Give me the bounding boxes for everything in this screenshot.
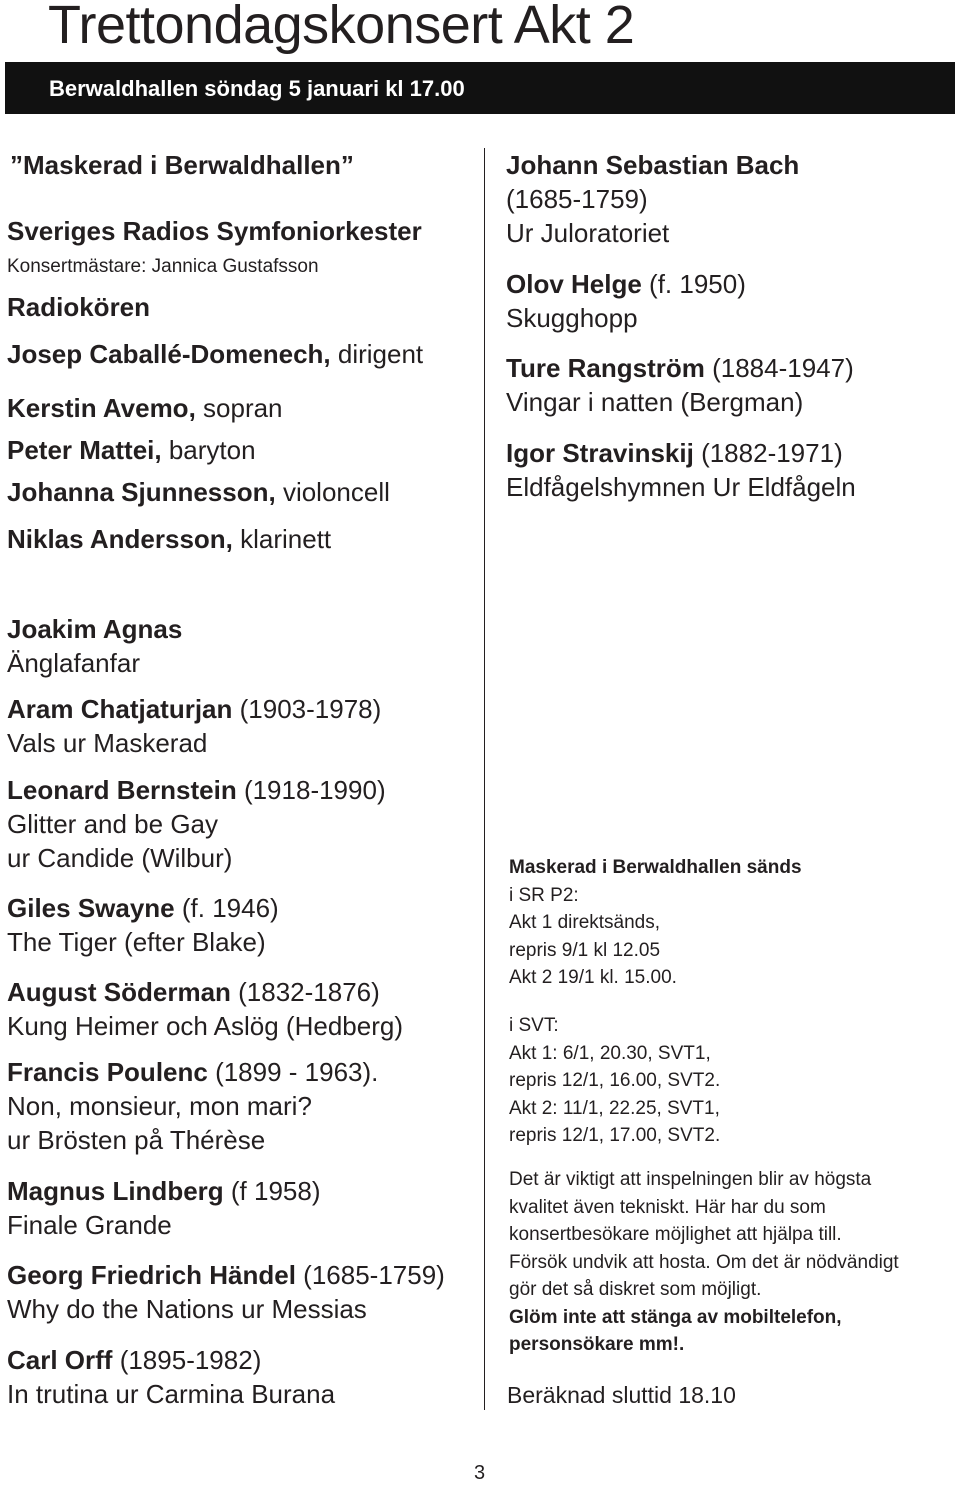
program-entry: [7, 773, 386, 875]
work-line: Vingar i natten (Bergman): [506, 387, 804, 417]
broadcast-line: repris 12/1, 16.00, SVT2.: [509, 1070, 721, 1091]
notice-bold-line: Glöm inte att stänga av mobiltelefon,: [509, 1306, 842, 1328]
composer-name: Magnus Lindberg: [7, 1176, 224, 1206]
performer-row: [7, 522, 331, 556]
notice-line: Försök undvik att hosta. Om det är nödvändigt: [509, 1251, 899, 1273]
broadcast-line: repris 12/1, 17.00, SVT2.: [509, 1125, 721, 1146]
performer-role: dirigent: [330, 339, 424, 369]
work-line: Vals ur Maskerad: [7, 728, 208, 758]
composer-name: Georg Friedrich Händel: [7, 1260, 296, 1290]
composer-name: Aram Chatjaturjan: [7, 694, 233, 724]
work-line: Non, monsieur, mon mari?: [7, 1091, 312, 1121]
work-line: Kung Heimer och Aslög (Hedberg): [7, 1011, 403, 1041]
program-entry: [506, 148, 799, 250]
work-line: Glitter and be Gay: [7, 809, 218, 839]
notice-line: gör det så diskret som möjligt.: [509, 1279, 762, 1300]
program-entry: [506, 351, 854, 419]
broadcast-line: Akt 1: 6/1, 20.30, SVT1,: [509, 1042, 711, 1064]
program-entry: [7, 1343, 335, 1411]
work-line: (1685-1759): [506, 184, 648, 214]
composer-dates: (1685-1759): [295, 1260, 445, 1290]
work-line: Skugghopp: [506, 303, 638, 333]
program-entry: [7, 1258, 445, 1326]
program-entry: [7, 1174, 321, 1242]
program-entry: [506, 267, 746, 335]
work-line: In trutina ur Carmina Burana: [7, 1379, 336, 1409]
program-entry: [7, 975, 403, 1043]
composer-name: Igor Stravinskij: [506, 438, 694, 468]
broadcast-line: Akt 1 direktsänds,: [509, 912, 661, 933]
column-divider: [484, 148, 485, 1410]
end-time: Beräknad sluttid 18.10: [507, 1382, 736, 1408]
composer-name: Ture Rangström: [506, 353, 705, 383]
concert-heading: ”Maskerad i Berwaldhallen”: [10, 150, 354, 180]
broadcast-line: Akt 2: 11/1, 22.25, SVT1,: [509, 1097, 720, 1119]
program-entry: [7, 612, 182, 680]
notice-bold-line: personsökare mm!.: [509, 1334, 685, 1355]
orchestra-name: Sveriges Radios Symfoniorkester: [7, 216, 422, 246]
choir-name: Radiokören: [7, 292, 151, 322]
work-line: Ur Juloratoriet: [506, 218, 670, 248]
banner-text: Berwaldhallen söndag 5 januari kl 17.00: [49, 76, 465, 101]
performer-role: sopran: [195, 393, 283, 423]
performer-name: Josep Caballé-Domenech,: [7, 339, 331, 369]
notice-line: Det är viktigt att inspelningen blir av högsta: [509, 1169, 872, 1190]
broadcast-heading: Maskerad i Berwaldhallen sänds: [509, 857, 802, 878]
broadcast-line: repris 9/1 kl 12.05: [509, 939, 661, 961]
composer-name: Joakim Agnas: [7, 614, 183, 644]
performer-role: klarinett: [232, 524, 332, 554]
performer-row: [7, 433, 256, 467]
page-title: Trettondagskonsert Akt 2: [48, 0, 635, 55]
composer-name: Leonard Bernstein: [7, 775, 237, 805]
composer-name: Carl Orff: [7, 1345, 113, 1375]
composer-name: August Söderman: [7, 977, 231, 1007]
composer-dates: (1918-1990): [236, 775, 386, 805]
work-line: Änglafanfar: [7, 648, 140, 678]
performer-name: Niklas Andersson,: [7, 524, 233, 554]
svt-info: [509, 1012, 720, 1150]
performer-row: [7, 391, 283, 425]
performer-role: violoncell: [275, 477, 390, 507]
work-line: Eldfågelshymnen Ur Eldfågeln: [506, 472, 856, 502]
program-entry: [506, 436, 856, 504]
composer-dates: (1832-1876): [230, 977, 380, 1007]
page-number: 3: [474, 1462, 486, 1484]
composer-name: Francis Poulenc: [7, 1057, 208, 1087]
composer-name: Giles Swayne: [7, 893, 175, 923]
composer-dates: (1895-1982): [112, 1345, 262, 1375]
work-line: Why do the Nations ur Messias: [7, 1294, 367, 1324]
program-entry: [7, 692, 381, 760]
date-banner: [5, 62, 955, 114]
broadcast-line: i SR P2:: [509, 884, 579, 906]
performer-row: [7, 475, 390, 509]
program-entry: [7, 1055, 378, 1157]
work-line: The Tiger (efter Blake): [7, 927, 266, 957]
broadcast-line: i SVT:: [509, 1015, 559, 1036]
composer-dates: (1903-1978): [232, 694, 382, 724]
composer-dates: (f. 1946): [174, 893, 279, 923]
notice-line: konsertbesökare möjlighet att hjälpa till.: [509, 1224, 842, 1245]
performer-name: Kerstin Avemo,: [7, 393, 196, 423]
composer-dates: (f 1958): [223, 1176, 321, 1206]
composer-name: Olov Helge: [506, 269, 642, 299]
composer-dates: (1884-1947): [704, 353, 854, 383]
composer-dates: (f. 1950): [641, 269, 746, 299]
notice-line: kvalitet även tekniskt. Här har du som: [509, 1196, 826, 1218]
performer-row: [7, 337, 423, 371]
composer-dates: (1882-1971): [693, 438, 843, 468]
broadcast-info: [509, 854, 802, 992]
work-line: ur Candide (Wilbur): [7, 843, 233, 873]
concertmaster: Konsertmästare: Jannica Gustafsson: [7, 256, 319, 277]
composer-dates: (1899 - 1963).: [207, 1057, 379, 1087]
performer-name: Johanna Sjunnesson,: [7, 477, 276, 507]
performer-role: baryton: [161, 435, 256, 465]
work-line: ur Brösten på Thérèse: [7, 1125, 266, 1155]
broadcast-line: Akt 2 19/1 kl. 15.00.: [509, 967, 677, 988]
work-line: Finale Grande: [7, 1210, 172, 1240]
recording-notice: [509, 1166, 899, 1359]
performer-name: Peter Mattei,: [7, 435, 162, 465]
program-entry: [7, 891, 279, 959]
composer-name: Johann Sebastian Bach: [506, 150, 800, 180]
